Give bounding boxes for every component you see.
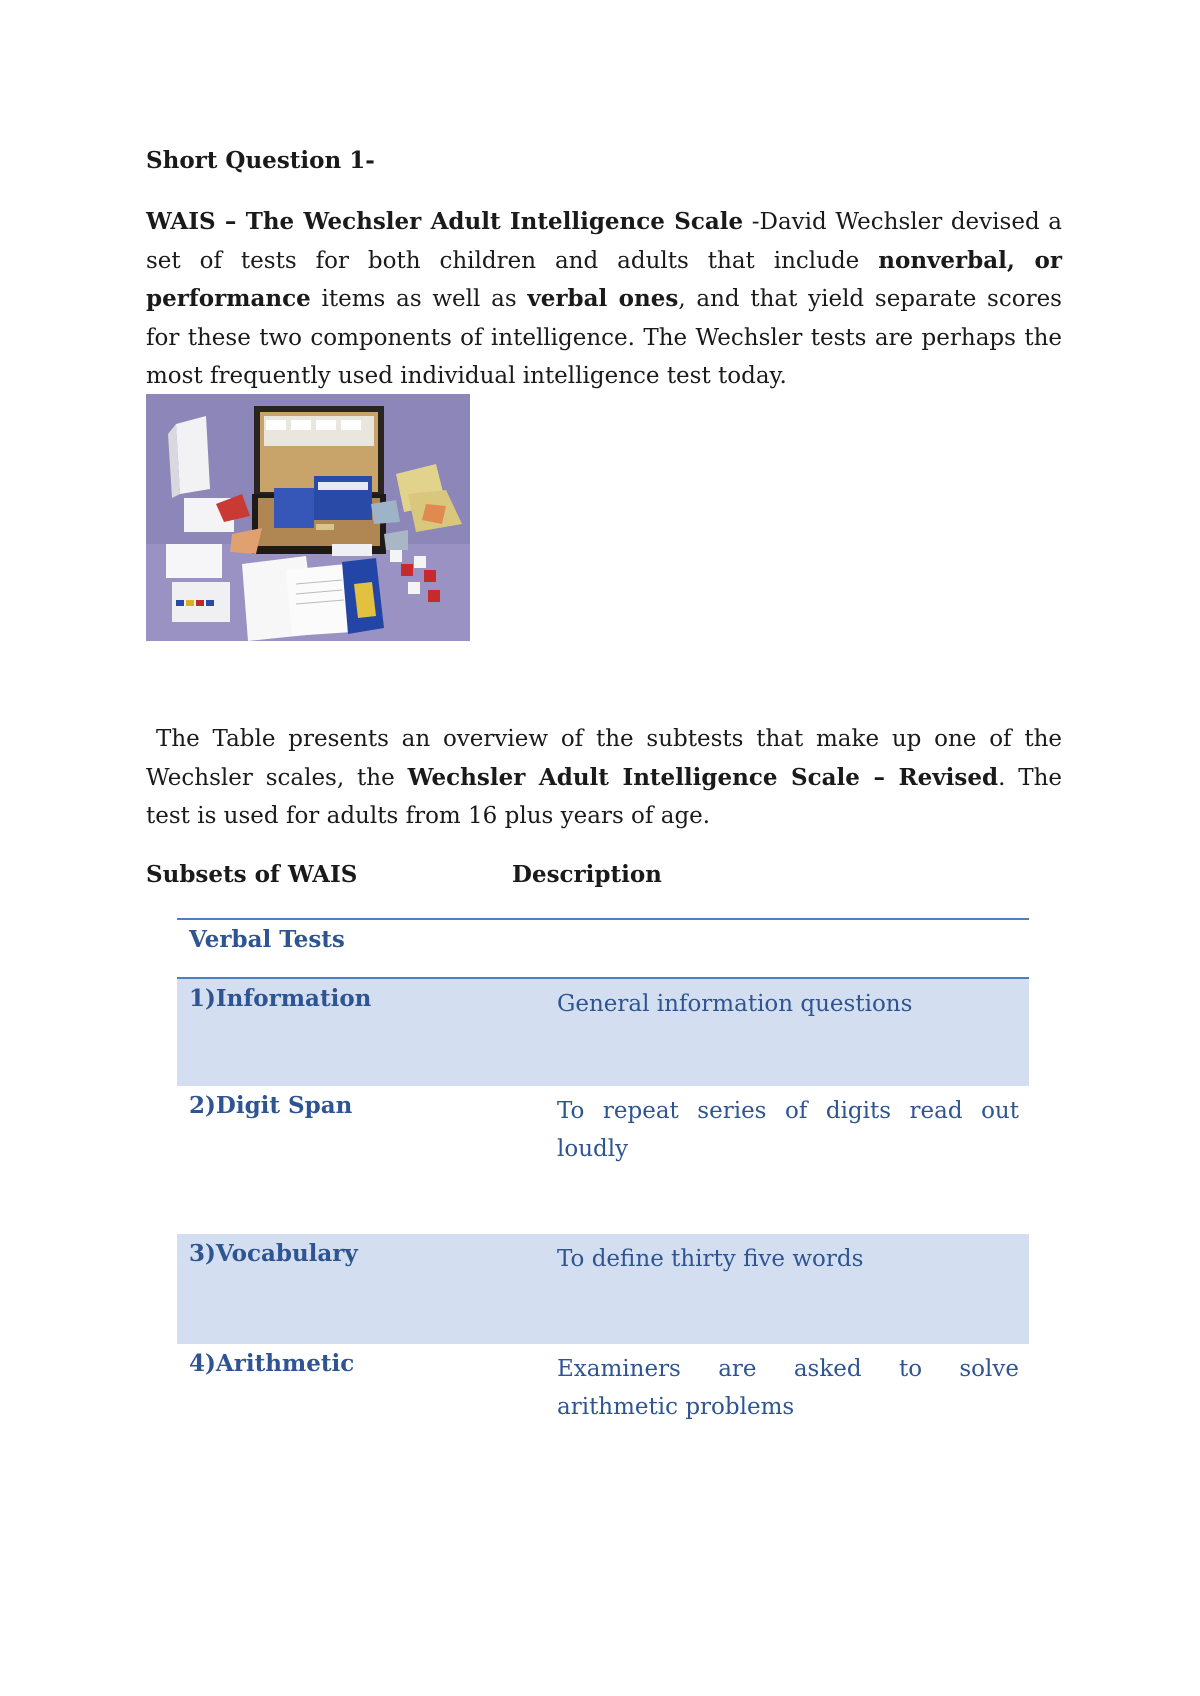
subtest-name: 2)Digit Span — [189, 1092, 353, 1119]
wais-intro-paragraph — [146, 203, 1062, 396]
table-row — [177, 1234, 1029, 1344]
subtest-description: General information questions — [557, 978, 1029, 1086]
question-heading: Short Question 1- — [146, 147, 375, 174]
subtest-description: To repeat series of digits read out loudly — [557, 1098, 1019, 1162]
overview-bold-wais-r: Wechsler Adult Intelligence Scale – Revised — [407, 763, 999, 791]
overview-text-1: The Table presents an overview of the subtests that make up one of the Wechsler scales, the — [146, 726, 1062, 791]
subtest-name: 3)Vocabulary — [177, 1234, 557, 1344]
table-group-row — [177, 920, 1029, 978]
table-heading-description: Description — [512, 861, 662, 888]
intro-text-2: items as well as — [310, 286, 528, 312]
subtest-description: Examiners are asked to solve arithmetic problems — [557, 1356, 1019, 1420]
group-label-verbal-tests: Verbal Tests — [177, 920, 1029, 978]
table-heading-subsets: Subsets of WAIS — [146, 861, 358, 888]
table-row — [177, 978, 1029, 1086]
wais-kit-photo — [146, 394, 470, 641]
subtest-name: 1)Information — [177, 978, 557, 1086]
intro-text-1: -David Wechsler devised a set of tests for both children and adults that include — [146, 209, 1062, 274]
subtest-description: To define thirty five words — [557, 1234, 1029, 1344]
table-row — [177, 1344, 1029, 1454]
intro-text-3: , and that yield separate scores for these two components of intelligence. The Wechsler tests are perhaps the most frequently used individual intelligence test today. — [146, 286, 1062, 389]
intro-bold-nonverbal: nonverbal, or performance — [146, 246, 1062, 312]
wais-subtests-table — [177, 918, 1029, 1454]
wais-title: WAIS – The Wechsler Adult Intelligence Scale — [146, 208, 744, 235]
overview-paragraph — [146, 720, 1062, 836]
overview-text-2: . The test is used for adults from 16 plus years of age. — [146, 764, 1063, 829]
intro-bold-verbal: verbal ones — [527, 285, 679, 312]
subtest-name: 4)Arithmetic — [189, 1350, 355, 1377]
table-row — [177, 1086, 1029, 1234]
